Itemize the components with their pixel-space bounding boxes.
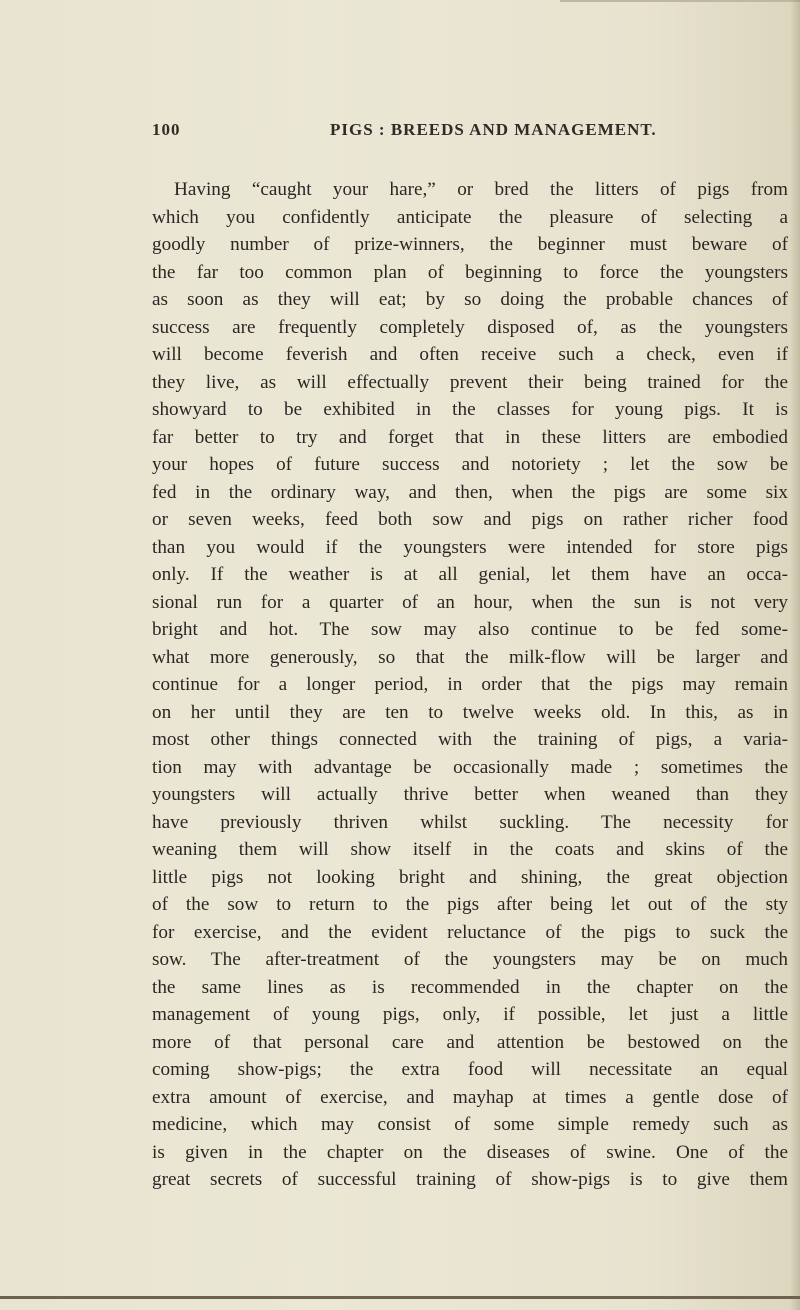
text-line: management of young pigs, only, if possible, let just a little: [152, 1004, 788, 1025]
text-line: great secrets of successful training of show-pigs is to give them: [152, 1169, 788, 1190]
text-line: sow. The after-treatment of the youngsters may be on much: [152, 949, 788, 970]
text-line: most other things connected with the training of pigs, a varia-: [152, 729, 788, 750]
text-line: have previously thriven whilst suckling. The necessity for: [152, 811, 788, 833]
text-line: on her until they are ten to twelve weeks old. In this, as in: [152, 701, 788, 723]
body-paragraph: [152, 176, 788, 1194]
page-header: [152, 120, 657, 144]
text-line: as soon as they will eat; by so doing the probable chances of: [152, 289, 788, 310]
text-line: extra amount of exercise, and mayhap at times a gentle dose of: [152, 1086, 788, 1108]
text-line: for exercise, and the evident reluctance of the pigs to suck the: [152, 921, 788, 943]
bottom-page-edge: [0, 1296, 800, 1299]
text-line: your hopes of future success and notoriety ; let the sow be: [152, 454, 788, 475]
text-line: what more generously, so that the milk-flow will be larger and: [152, 646, 788, 668]
text-line: the same lines as is recommended in the chapter on the: [152, 976, 788, 998]
text-line: fed in the ordinary way, and then, when the pigs are some six: [152, 481, 788, 503]
page-edge-shadow: [790, 0, 800, 1310]
text-line: of the sow to return to the pigs after being let out of the sty: [152, 894, 788, 915]
text-line: than you would if the youngsters were intended for store pigs: [152, 536, 788, 558]
text-line: success are frequently completely disposed of, as the youngsters: [152, 316, 788, 338]
text-line: far better to try and forget that in these litters are embodied: [152, 426, 788, 448]
text-line: showyard to be exhibited in the classes for young pigs. It is: [152, 399, 788, 420]
top-edge-shadow: [560, 0, 800, 2]
text-line: the far too common plan of beginning to force the youngsters: [152, 261, 788, 283]
text-line: continue for a longer period, in order that the pigs may remain: [152, 674, 788, 695]
text-line: sional run for a quarter of an hour, when the sun is not very: [152, 591, 788, 613]
text-line: is given in the chapter on the diseases of swine. One of the: [152, 1141, 788, 1163]
page-number: 100: [152, 120, 181, 139]
text-line: which you confidently anticipate the pleasure of selecting a: [152, 206, 788, 228]
text-line: only. If the weather is at all genial, let them have an occa-: [152, 564, 788, 585]
text-line: Having “caught your hare,” or bred the litters of pigs from: [174, 179, 788, 200]
text-line: little pigs not looking bright and shining, the great objection: [152, 866, 788, 888]
text-line: or seven weeks, feed both sow and pigs on rather richer food: [152, 509, 788, 530]
text-line: they live, as will effectually prevent their being trained for the: [152, 371, 788, 393]
text-line: medicine, which may consist of some simple remedy such as: [152, 1114, 788, 1135]
text-line: bright and hot. The sow may also continue to be fed some-: [152, 619, 788, 640]
text-line: weaning them will show itself in the coats and skins of the: [152, 839, 788, 860]
running-title: PIGS : BREEDS AND MANAGEMENT.: [330, 120, 657, 139]
text-line: goodly number of prize-winners, the beginner must beware of: [152, 234, 788, 255]
text-line: tion may with advantage be occasionally made ; sometimes the: [152, 756, 788, 778]
text-line: will become feverish and often receive such a check, even if: [152, 344, 788, 365]
text-line: more of that personal care and attention be bestowed on the: [152, 1031, 788, 1053]
text-line: youngsters will actually thrive better when weaned than they: [152, 784, 788, 805]
text-line: coming show-pigs; the extra food will necessitate an equal: [152, 1059, 788, 1080]
